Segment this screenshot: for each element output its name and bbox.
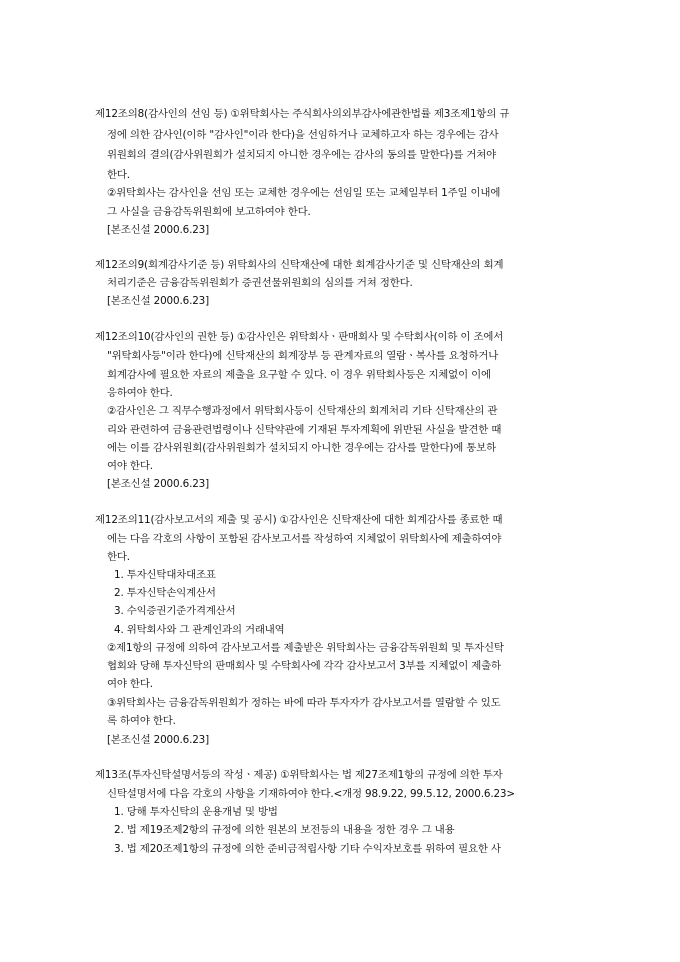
paragraph-line: 여야 한다.	[107, 460, 153, 472]
amendment-note: [본조신설 2000.6.23]	[107, 295, 210, 307]
paragraph-line: 여야 한다.	[107, 678, 153, 690]
paragraph-line: 처리기준은 금융감독위원회가 증권선물위원회의 심의를 거쳐 정한다.	[107, 277, 413, 289]
list-item: 2. 법 제19조제2항의 규정에 의한 원본의 보전등의 내용을 정한 경우 그 내용	[114, 824, 455, 836]
paragraph-line: 신탁설명서에 다음 각호의 사항을 기재하여야 한다.<개정 98.9.22, 99.5.12, 2000.6.23>	[107, 788, 515, 800]
amendment-note: [본조신설 2000.6.23]	[107, 734, 210, 746]
paragraph-line: ③위탁회사는 금융감독위원회가 정하는 바에 따라 투자자가 감사보고서를 열람할 수 있도	[107, 697, 501, 709]
paragraph-line: ②위탁회사는 감사인을 선임 또는 교체한 경우에는 선임일 또는 교체일부터 1주일 이내에	[107, 187, 501, 199]
list-item: 2. 투자신탁손익계산서	[114, 587, 216, 599]
paragraph-line: 응하여야 한다.	[107, 387, 173, 399]
paragraph-line: 한다.	[107, 169, 130, 181]
amendment-note: [본조신설 2000.6.23]	[107, 224, 210, 236]
article-heading-line: 제13조(투자신탁설명서등의 작성ㆍ제공) ①위탁회사는 법 제27조제1항의 규정에 의한 투자	[95, 769, 503, 781]
paragraph-line: 협회와 당해 투자신탁의 판매회사 및 수탁회사에 각각 감사보고서 3부를 지체없이 제출하	[107, 660, 501, 672]
list-item: 1. 당해 투자신탁의 운용개념 및 방법	[114, 806, 278, 818]
paragraph-line: 한다.	[107, 551, 130, 563]
article-heading-line: 제12조의9(회계감사기준 등) 위탁회사의 신탁재산에 대한 회계감사기준 및 신탁재산의 회계	[95, 259, 504, 271]
list-item: 3. 수익증권기준가격계산서	[114, 605, 236, 617]
paragraph-line: 에는 이를 감사위원회(감사위원회가 설치되지 아니한 경우에는 감사를 말한다)에 통보하	[107, 442, 496, 454]
list-item: 3. 법 제20조제1항의 규정에 의한 준비금적립사항 기타 수익자보호를 위하여 필요한 사	[114, 843, 501, 855]
paragraph-line: 위원회의 결의(감사위원회가 설치되지 아니한 경우에는 감사의 동의를 말한다)를 거쳐야	[107, 149, 496, 161]
paragraph-line: 정에 의한 감사인(이하 "감사인"이라 한다)을 선임하거나 교체하고자 하는 경우에는 감사	[107, 129, 499, 141]
paragraph-line: 에는 다음 각호의 사항이 포함된 감사보고서를 작성하여 지체없이 위탁회사에 제출하여야	[107, 533, 502, 545]
article-heading-line: 제12조의10(감사인의 권한 등) ①감사인은 위탁회사ㆍ판매회사 및 수탁회사(이하 이 조에서	[95, 331, 504, 343]
list-item: 1. 투자신탁대차대조표	[114, 569, 216, 581]
article-heading-line: 제12조의11(감사보고서의 제출 및 공시) ①감사인은 신탁재산에 대한 회계감사를 종료한 때	[95, 514, 503, 526]
paragraph-line: 그 사실을 금융감독위원회에 보고하여야 한다.	[107, 206, 311, 218]
paragraph-line: 록 하여야 한다.	[107, 715, 176, 727]
paragraph-line: 리와 관련하여 금융관련법령이나 신탁약관에 기재된 투자계획에 위반된 사실을 발견한 때	[107, 424, 502, 436]
paragraph-line: ②제1항의 규정에 의하여 감사보고서를 제출받은 위탁회사는 금융감독위원회 및 투자신탁	[107, 642, 504, 654]
paragraph-line: ②감사인은 그 직무수행과정에서 위탁회사등이 신탁재산의 회계처리 기타 신탁재산의 관	[107, 405, 498, 417]
amendment-note: [본조신설 2000.6.23]	[107, 478, 210, 490]
paragraph-line: "위탁회사등"이라 한다)에 신탁재산의 회계장부 등 관계자료의 열람ㆍ복사를 요청하거나	[107, 350, 499, 362]
list-item: 4. 위탁회사와 그 관계인과의 거래내역	[114, 624, 285, 636]
article-heading-line: 제12조의8(감사인의 선임 등) ①위탁회사는 주식회사의외부감사에관한법률 제3조제1항의 규	[95, 108, 510, 120]
paragraph-line: 회계감사에 필요한 자료의 제출을 요구할 수 있다. 이 경우 위탁회사등은 지체없이 이에	[107, 369, 491, 381]
